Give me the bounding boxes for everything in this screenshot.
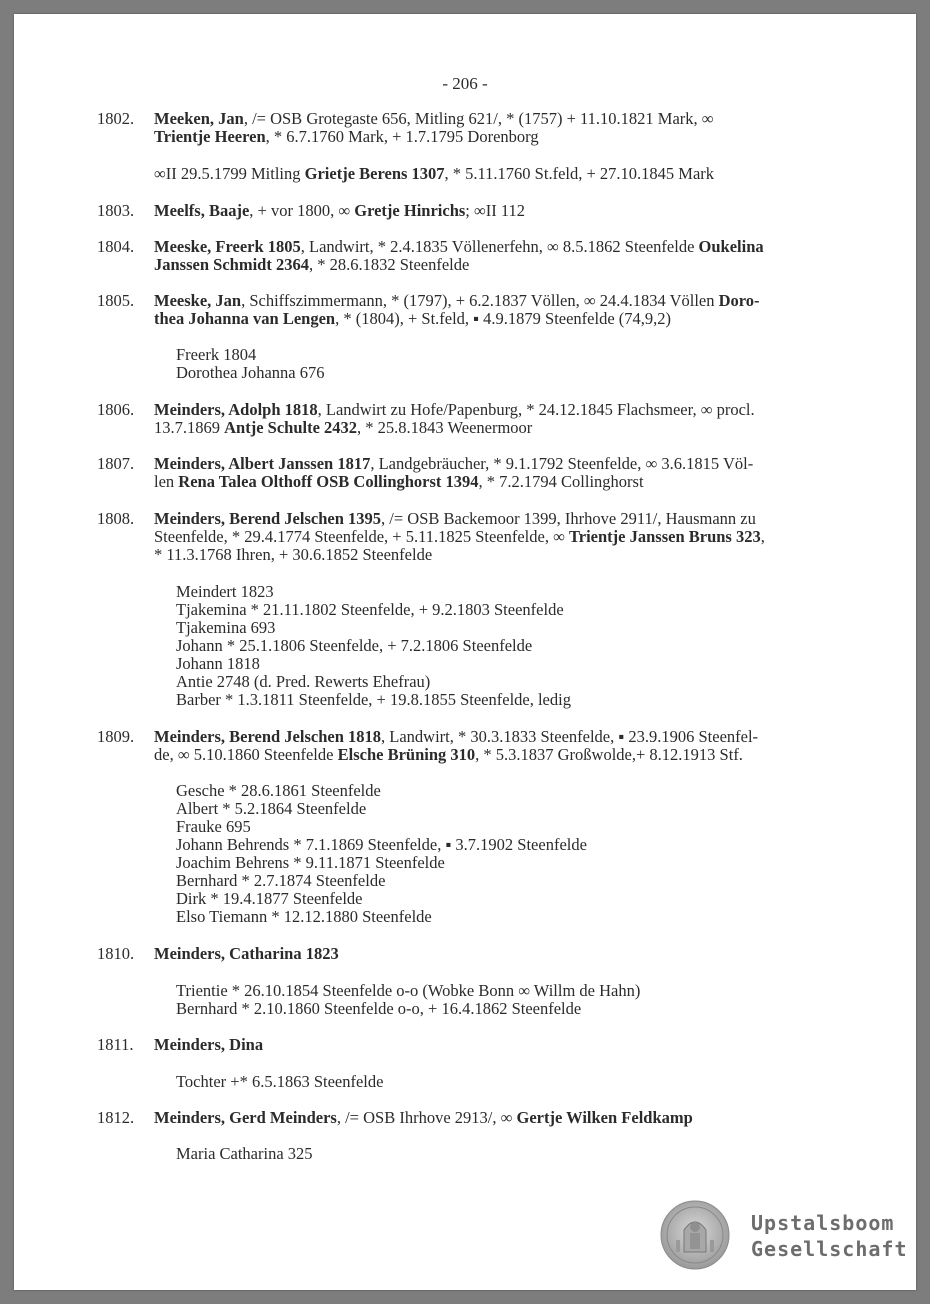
entry-line bbox=[154, 256, 867, 274]
entry-number: 1803. bbox=[97, 201, 135, 220]
entry-line bbox=[154, 1109, 867, 1127]
entry-number: 1805. bbox=[97, 291, 135, 310]
child-item: Albert * 5.2.1864 Steenfelde bbox=[176, 799, 367, 818]
child-item: Gesche * 28.6.1861 Steenfelde bbox=[176, 781, 381, 800]
entry-text bbox=[154, 455, 867, 491]
children-list bbox=[176, 982, 826, 1018]
entry-text bbox=[154, 238, 867, 274]
logo-line-2: Gesellschaft bbox=[751, 1237, 908, 1261]
child-item: Tjakemina * 21.11.1802 Steenfelde, + 9.2.1803 Steenfelde bbox=[176, 600, 564, 619]
entry-detail: , /= OSB Backemoor 1399, Ihrhove 2911/, Hausmann zu bbox=[381, 509, 756, 528]
entry bbox=[97, 455, 867, 491]
entry-detail: , * 7.2.1794 Collinghorst bbox=[478, 472, 644, 491]
entry-number: 1812. bbox=[97, 1108, 135, 1127]
person-name: Trientje Heeren bbox=[154, 127, 266, 146]
entry-detail: ; ∞II 112 bbox=[465, 201, 526, 220]
person-name: Meinders, Adolph 1818 bbox=[154, 400, 318, 419]
entry-detail: de, ∞ 5.10.1860 Steenfelde bbox=[154, 745, 338, 764]
entry bbox=[97, 202, 867, 220]
entry-continuation bbox=[97, 165, 867, 183]
entry-number: 1808. bbox=[97, 509, 135, 528]
entry bbox=[97, 1036, 867, 1054]
entry-line bbox=[154, 473, 867, 491]
person-name: Antje Schulte 2432 bbox=[224, 418, 358, 437]
publisher-logo bbox=[660, 1198, 910, 1270]
person-name: Meinders, Catharina 1823 bbox=[154, 944, 339, 963]
entry-line bbox=[154, 546, 867, 564]
entry-line bbox=[154, 110, 867, 128]
entry-text bbox=[154, 510, 867, 564]
entry bbox=[97, 510, 867, 564]
person-name: Doro- bbox=[718, 291, 760, 310]
entry-number: 1806. bbox=[97, 400, 135, 419]
entry-number: 1811. bbox=[97, 1035, 134, 1054]
children-list bbox=[176, 583, 826, 709]
entry-text bbox=[154, 292, 867, 328]
entry-detail: , * 5.3.1837 Großwolde,+ 8.12.1913 Stf. bbox=[475, 745, 743, 764]
entry-detail: , Landwirt zu Hofe/Papenburg, * 24.12.1845 Flachsmeer, ∞ procl. bbox=[317, 400, 755, 419]
entry bbox=[97, 238, 867, 274]
entry-detail: , bbox=[760, 527, 765, 546]
child-item: Bernhard * 2.7.1874 Steenfelde bbox=[176, 871, 386, 890]
entry-line bbox=[154, 165, 867, 183]
entry-detail: , /= OSB Grotegaste 656, Mitling 621/, * (1757) + 11.10.1821 Mark, ∞ bbox=[243, 109, 714, 128]
child-item: Dorothea Johanna 676 bbox=[176, 363, 325, 382]
child-item: Johann * 25.1.1806 Steenfelde, + 7.2.1806 Steenfelde bbox=[176, 636, 533, 655]
entry bbox=[97, 292, 867, 328]
entry-line bbox=[154, 292, 867, 310]
person-name: Gertje Wilken Feldkamp bbox=[516, 1108, 693, 1127]
entry-detail: , * 6.7.1760 Mark, + 1.7.1795 Dorenborg bbox=[265, 127, 539, 146]
children-list bbox=[176, 346, 826, 382]
seal-icon bbox=[660, 1200, 730, 1270]
entry-detail: , Schiffszimmermann, * (1797), + 6.2.1837 Völlen, ∞ 24.4.1834 Völlen bbox=[241, 291, 719, 310]
child-item: Tjakemina 693 bbox=[176, 618, 276, 637]
child-item: Johann Behrends * 7.1.1869 Steenfelde, ▪ 3.7.1902 Steenfelde bbox=[176, 835, 587, 854]
person-name: Janssen Schmidt 2364 bbox=[154, 255, 309, 274]
entry bbox=[97, 728, 867, 764]
person-name: Oukelina bbox=[698, 237, 764, 256]
entry-detail: , Landwirt, * 2.4.1835 Völlenerfehn, ∞ 8.5.1862 Steenfelde bbox=[300, 237, 699, 256]
entry-number: 1802. bbox=[97, 109, 135, 128]
entry-detail: 13.7.1869 bbox=[154, 418, 225, 437]
person-name: Meinders, Dina bbox=[154, 1035, 264, 1054]
child-item: Bernhard * 2.10.1860 Steenfelde o-o, + 16.4.1862 Steenfelde bbox=[176, 999, 582, 1018]
entry-line bbox=[154, 202, 867, 220]
child-item: Joachim Behrens * 9.11.1871 Steenfelde bbox=[176, 853, 445, 872]
page-number: - 206 - bbox=[442, 74, 488, 93]
child-item: Maria Catharina 325 bbox=[176, 1144, 313, 1163]
child-item: Tochter +* 6.5.1863 Steenfelde bbox=[176, 1072, 384, 1091]
person-name: thea Johanna van Lengen bbox=[154, 309, 336, 328]
entry-text bbox=[154, 728, 867, 764]
entry-line bbox=[154, 401, 867, 419]
person-name: Meinders, Berend Jelschen 1818 bbox=[154, 727, 382, 746]
person-name: Meeske, Freerk 1805 bbox=[154, 237, 301, 256]
child-item: Trientie * 26.10.1854 Steenfelde o-o (Wobke Bonn ∞ Willm de Hahn) bbox=[176, 981, 641, 1000]
entry-detail: , Landgebräucher, * 9.1.1792 Steenfelde, ∞ 3.6.1815 Völ- bbox=[370, 454, 754, 473]
entry-text bbox=[154, 1036, 867, 1054]
entry-detail: , * 25.8.1843 Weenermoor bbox=[357, 418, 533, 437]
entry-line bbox=[154, 310, 867, 328]
entry-line bbox=[154, 728, 867, 746]
entry-detail: , Landwirt, * 30.3.1833 Steenfelde, ▪ 23.9.1906 Steenfel- bbox=[381, 727, 759, 746]
entry-line bbox=[154, 419, 867, 437]
child-item: Frauke 695 bbox=[176, 817, 251, 836]
entry-text bbox=[154, 202, 867, 220]
person-name: Gretje Hinrichs bbox=[354, 201, 466, 220]
entry-detail: , /= OSB Ihrhove 2913/, ∞ bbox=[336, 1108, 517, 1127]
entry-detail: , + vor 1800, ∞ bbox=[249, 201, 355, 220]
entry-number: 1810. bbox=[97, 944, 135, 963]
entry-number: 1809. bbox=[97, 727, 135, 746]
entry-text bbox=[154, 945, 867, 963]
children-list bbox=[176, 782, 826, 926]
entry bbox=[97, 401, 867, 437]
child-item: Antie 2748 (d. Pred. Rewerts Ehefrau) bbox=[176, 672, 431, 691]
person-name: Elsche Brüning 310 bbox=[337, 745, 476, 764]
entry-text bbox=[154, 1109, 867, 1127]
person-name: Rena Talea Olthoff OSB Collinghorst 1394 bbox=[178, 472, 479, 491]
entry-line bbox=[154, 746, 867, 764]
entry-line bbox=[154, 455, 867, 473]
entry-line bbox=[154, 528, 867, 546]
person-name: Grietje Berens 1307 bbox=[304, 164, 445, 183]
entry-line bbox=[154, 510, 867, 528]
child-item: Freerk 1804 bbox=[176, 345, 257, 364]
entry-line bbox=[154, 1036, 867, 1054]
entry-detail: ∞II 29.5.1799 Mitling bbox=[154, 164, 305, 183]
entry-detail: , * 5.11.1760 St.feld, + 27.10.1845 Mark bbox=[444, 164, 715, 183]
person-name: Meinders, Albert Janssen 1817 bbox=[154, 454, 371, 473]
entry bbox=[97, 110, 867, 146]
child-item: Barber * 1.3.1811 Steenfelde, + 19.8.1855 Steenfelde, ledig bbox=[176, 690, 571, 709]
entry-detail: * 11.3.1768 Ihren, + 30.6.1852 Steenfelde bbox=[154, 545, 433, 564]
entry-detail: , * 28.6.1832 Steenfelde bbox=[308, 255, 470, 274]
child-item: Elso Tiemann * 12.12.1880 Steenfelde bbox=[176, 907, 432, 926]
entry-text bbox=[154, 165, 867, 183]
person-name: Meelfs, Baaje bbox=[154, 201, 250, 220]
logo-line-1: Upstalsboom bbox=[751, 1211, 895, 1235]
person-name: Trientje Janssen Bruns 323 bbox=[568, 527, 761, 546]
entry-line bbox=[154, 945, 867, 963]
entry-number: 1807. bbox=[97, 454, 135, 473]
entry-detail: Steenfelde, * 29.4.1774 Steenfelde, + 5.11.1825 Steenfelde, ∞ bbox=[154, 527, 569, 546]
entry-text bbox=[154, 401, 867, 437]
entry-text bbox=[154, 110, 867, 146]
child-item: Johann 1818 bbox=[176, 654, 260, 673]
entry-line bbox=[154, 238, 867, 256]
entry bbox=[97, 945, 867, 963]
child-item: Dirk * 19.4.1877 Steenfelde bbox=[176, 889, 363, 908]
person-name: Meinders, Berend Jelschen 1395 bbox=[154, 509, 382, 528]
entry bbox=[97, 1109, 867, 1127]
entry-detail: , * (1804), + St.feld, ▪ 4.9.1879 Steenfelde (74,9,2) bbox=[335, 309, 672, 328]
person-name: Meeken, Jan bbox=[154, 109, 244, 128]
entry-detail: len bbox=[154, 472, 179, 491]
entry-line bbox=[154, 128, 867, 146]
child-item: Meindert 1823 bbox=[176, 582, 274, 601]
children-list bbox=[176, 1145, 826, 1163]
person-name: Meeske, Jan bbox=[154, 291, 242, 310]
person-name: Meinders, Gerd Meinders bbox=[154, 1108, 337, 1127]
logo-wordmark bbox=[751, 1210, 908, 1262]
children-list bbox=[176, 1073, 826, 1091]
entry-number: 1804. bbox=[97, 237, 135, 256]
